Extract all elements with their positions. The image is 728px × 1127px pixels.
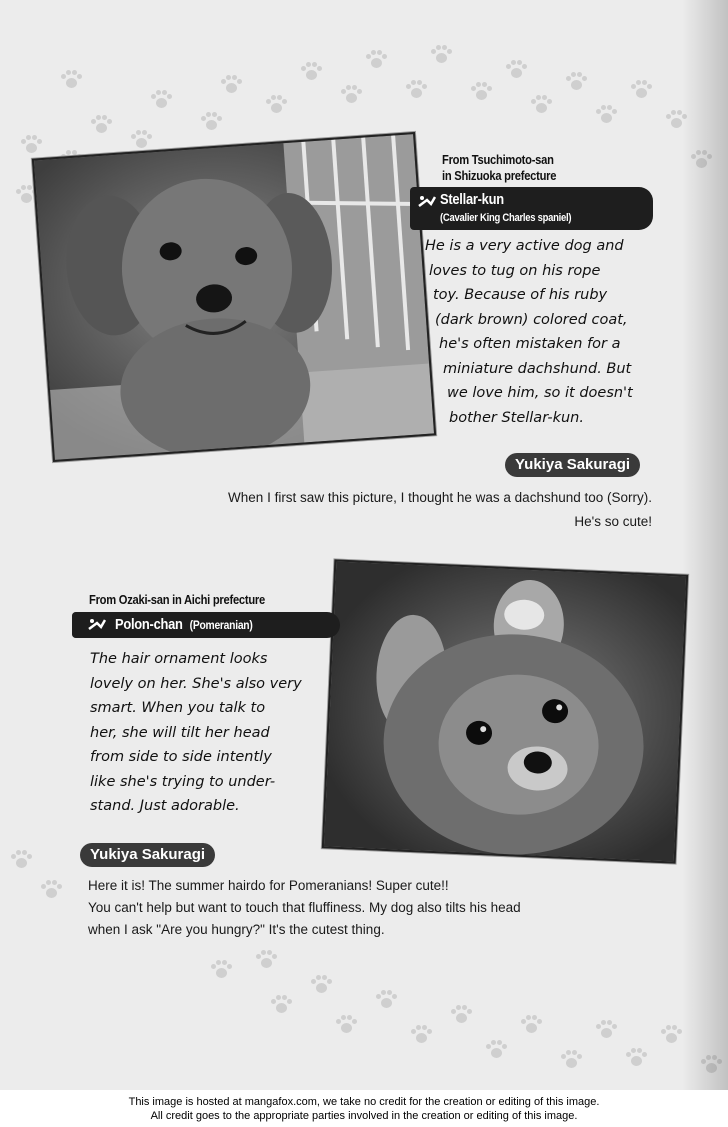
paw-print-icon	[340, 85, 362, 105]
story-line: toy. Because of his ruby	[433, 287, 608, 303]
paw-print-icon	[660, 1025, 682, 1045]
story-line: He is a very active dog and	[425, 238, 624, 254]
paw-print-icon	[505, 60, 527, 80]
paw-print-icon	[530, 95, 552, 115]
paw-print-icon	[560, 1050, 582, 1070]
responder-label-1: Yukiya Sakuragi	[505, 453, 640, 477]
paw-print-icon	[470, 82, 492, 102]
photo-cavalier-spaniel	[32, 132, 436, 462]
paw-print-icon	[130, 130, 152, 150]
paw-print-icon	[365, 50, 387, 70]
sender-info-1: From Tsuchimoto-san in Shizuoka prefecture	[442, 152, 557, 183]
paw-print-icon	[410, 1025, 432, 1045]
dog-name-bar-1	[410, 187, 653, 230]
paw-print-icon	[265, 95, 287, 115]
story-line: lovely on her. She's also very	[90, 675, 302, 692]
story-line: loves to tug on his rope	[429, 262, 601, 279]
story-line: from side to side intently	[90, 749, 272, 765]
dog-name-2	[115, 616, 253, 634]
paw-print-icon	[10, 850, 32, 870]
paw-print-icon	[20, 135, 42, 155]
story-line: like she's trying to under-	[90, 773, 276, 790]
sender-info-2: From Ozaki-san in Aichi prefecture	[89, 592, 265, 607]
comment-line: He's so cute!	[574, 514, 652, 529]
photo-pomeranian	[322, 559, 688, 863]
dog-name-2-text: Polon-chan	[115, 616, 183, 633]
paw-print-icon	[375, 990, 397, 1010]
story-line: her, she will tilt her head	[90, 724, 270, 741]
comment-line: You can't help but want to touch that fluffiness. My dog also tilts his head	[88, 900, 521, 915]
story-text-1	[425, 234, 647, 430]
paw-print-icon	[335, 1015, 357, 1035]
responder-label-2: Yukiya Sakuragi	[80, 843, 215, 867]
dog-breed-2: (Pomeranian)	[189, 618, 253, 632]
dog-photo-illustration	[34, 134, 434, 460]
paw-print-icon	[520, 1015, 542, 1035]
paw-print-icon	[255, 950, 277, 970]
dog-name-bar-2	[72, 612, 340, 638]
story-line: he's often mistaken for a	[439, 336, 621, 352]
comment-line: Here it is! The summer hairdo for Pomeranians! Super cute!!	[88, 878, 449, 893]
paw-print-icon	[40, 880, 62, 900]
footer-line: This image is hosted at mangafox.com, we take no credit for the creation or editing of this image.	[128, 1096, 600, 1108]
paw-print-icon	[200, 112, 222, 132]
paw-print-icon	[150, 90, 172, 110]
story-text-2	[90, 647, 302, 819]
footer-line: All credit goes to the appropriate parties involved in the creation or editing of this image.	[150, 1110, 578, 1122]
paw-print-icon	[665, 110, 687, 130]
paw-print-icon	[220, 75, 242, 95]
comment-text-2	[88, 876, 521, 942]
paw-print-icon	[405, 80, 427, 100]
story-line: bother Stellar-kun.	[449, 409, 584, 426]
paw-print-icon	[270, 995, 292, 1015]
paw-print-icon	[310, 975, 332, 995]
paw-print-icon	[700, 1055, 722, 1075]
dog-name-1: Stellar-kun	[440, 191, 504, 208]
paw-print-icon	[630, 80, 652, 100]
paw-print-icon	[485, 1040, 507, 1060]
paw-print-icon	[300, 62, 322, 82]
story-line: miniature dachshund. But	[443, 360, 632, 377]
comment-text-1	[228, 488, 652, 532]
paw-arrow-icon	[88, 617, 106, 633]
paw-print-icon	[60, 70, 82, 90]
paw-print-icon	[565, 72, 587, 92]
paw-print-icon	[430, 45, 452, 65]
paw-print-icon	[210, 960, 232, 980]
paw-print-icon	[595, 105, 617, 125]
story-line: (dark brown) colored coat,	[435, 311, 628, 328]
paw-print-icon	[595, 1020, 617, 1040]
story-line: The hair ornament looks	[90, 651, 268, 667]
comment-line: When I first saw this picture, I thought he was a dachshund too (Sorry).	[228, 490, 652, 505]
hosting-credit-footer	[0, 1090, 728, 1127]
dog-breed-1: (Cavalier King Charles spaniel)	[440, 212, 572, 224]
paw-print-icon	[690, 150, 712, 170]
paw-print-icon	[625, 1048, 647, 1068]
comment-line: when I ask "Are you hungry?" It's the cutest thing.	[88, 922, 385, 937]
paw-print-icon	[90, 115, 112, 135]
dog-photo-illustration	[324, 562, 686, 862]
story-line: we love him, so it doesn't	[447, 385, 633, 401]
paw-print-icon	[450, 1005, 472, 1025]
story-line: smart. When you talk to	[90, 700, 266, 716]
paw-arrow-icon	[418, 194, 436, 210]
story-line: stand. Just adorable.	[90, 798, 240, 814]
